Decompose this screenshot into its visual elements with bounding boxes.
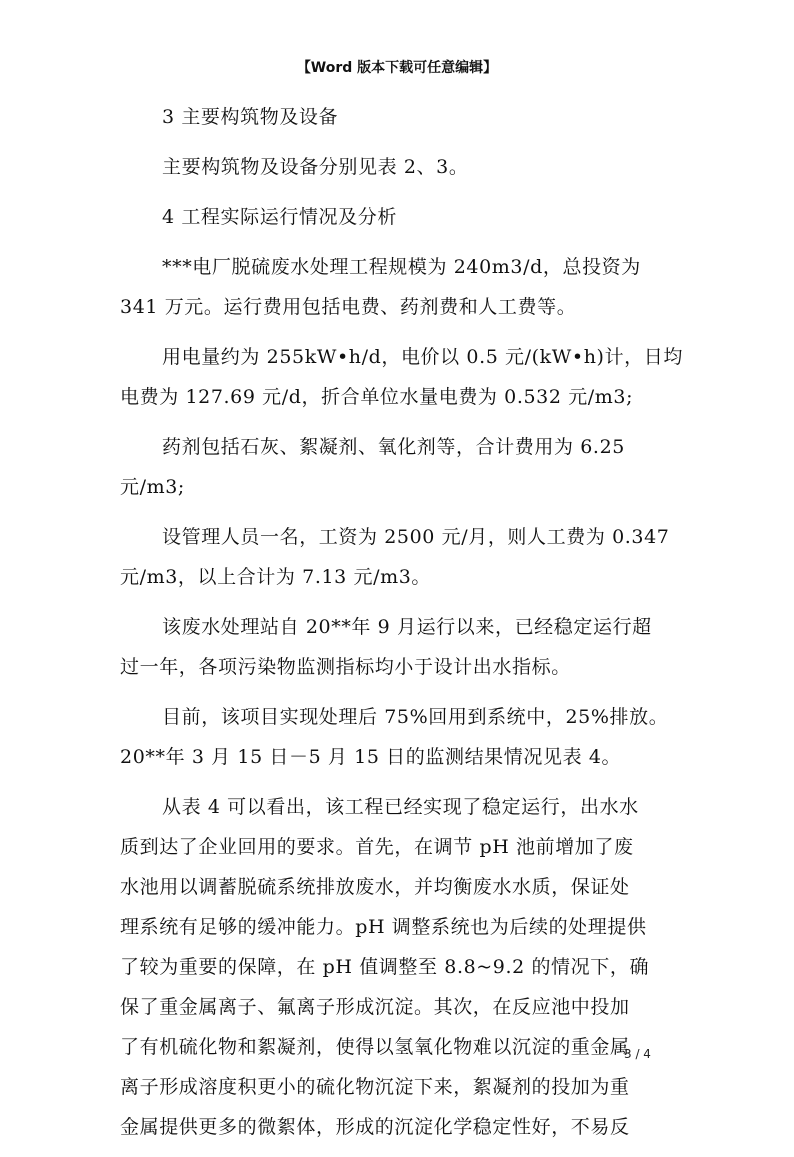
text-line: 了有机硫化物和絮凝剂，使得以氢氧化物难以沉淀的重金属: [120, 1036, 630, 1058]
text-line: 元/m3，以上合计为 7.13 元/m3。: [120, 566, 431, 588]
text-line: 3 主要构筑物及设备: [162, 106, 339, 128]
text-line: 用电量约为 255kW•h/d，电价以 0.5 元/(kW•h)计，日均: [162, 346, 683, 368]
text-line: 341 万元。运行费用包括电费、药剂费和人工费等。: [120, 296, 577, 318]
text-line: 水池用以调蓄脱硫系统排放废水，并均衡废水水质，保证处: [120, 876, 630, 898]
text-line: 元/m3;: [120, 476, 185, 498]
text-line: 理系统有足够的缓冲能力。pH 调整系统也为后续的处理提供: [120, 916, 647, 938]
paragraph: [120, 697, 690, 777]
text-line: 了较为重要的保障，在 pH 值调整至 8.8~9.2 的情况下，确: [120, 956, 650, 978]
text-line: 药剂包括石灰、絮凝剂、氧化剂等，合计费用为 6.25: [162, 436, 625, 458]
text-line: 主要构筑物及设备分别见表 2、3。: [162, 156, 469, 178]
text-line: 电费为 127.69 元/d，折合单位水量电费为 0.532 元/m3;: [120, 386, 634, 408]
text-line: ***电厂脱硫废水处理工程规模为 240m3/d，总投资为: [162, 256, 641, 278]
text-line: 质到达了企业回用的要求。首先，在调节 pH 池前增加了废: [120, 836, 634, 858]
text-line: 设管理人员一名，工资为 2500 元/月，则人工费为 0.347: [162, 526, 670, 548]
paragraph: [120, 97, 690, 137]
page-number: 3 / 4: [624, 1047, 651, 1061]
text-line: 金属提供更多的微絮体，形成的沉淀化学稳定性好，不易反: [120, 1116, 630, 1138]
text-line: 过一年，各项污染物监测指标均小于设计出水指标。: [120, 656, 571, 678]
text-line: 该废水处理站自 20**年 9 月运行以来，已经稳定运行超: [162, 616, 652, 638]
document-body: [120, 97, 690, 1157]
paragraph: [120, 197, 690, 237]
text-line: 20**年 3 月 15 日－5 月 15 日的监测结果情况见表 4。: [120, 746, 622, 768]
page-header: 【Word 版本下载可任意编辑】: [296, 60, 498, 76]
paragraph: [120, 337, 690, 417]
paragraph: [120, 607, 690, 687]
text-line: 目前，该项目实现处理后 75%回用到系统中，25%排放。: [162, 706, 669, 728]
paragraph: [120, 517, 690, 597]
text-line: 4 工程实际运行情况及分析: [162, 206, 397, 228]
text-line: 离子形成溶度积更小的硫化物沉淀下来，絮凝剂的投加为重: [120, 1076, 630, 1098]
paragraph: [120, 427, 690, 507]
text-line: 保了重金属离子、氟离子形成沉淀。其次，在反应池中投加: [120, 996, 630, 1018]
paragraph: [120, 787, 690, 1147]
text-line: 从表 4 可以看出，该工程已经实现了稳定运行，出水水: [162, 796, 639, 818]
paragraph: [120, 247, 690, 327]
paragraph: [120, 147, 690, 187]
